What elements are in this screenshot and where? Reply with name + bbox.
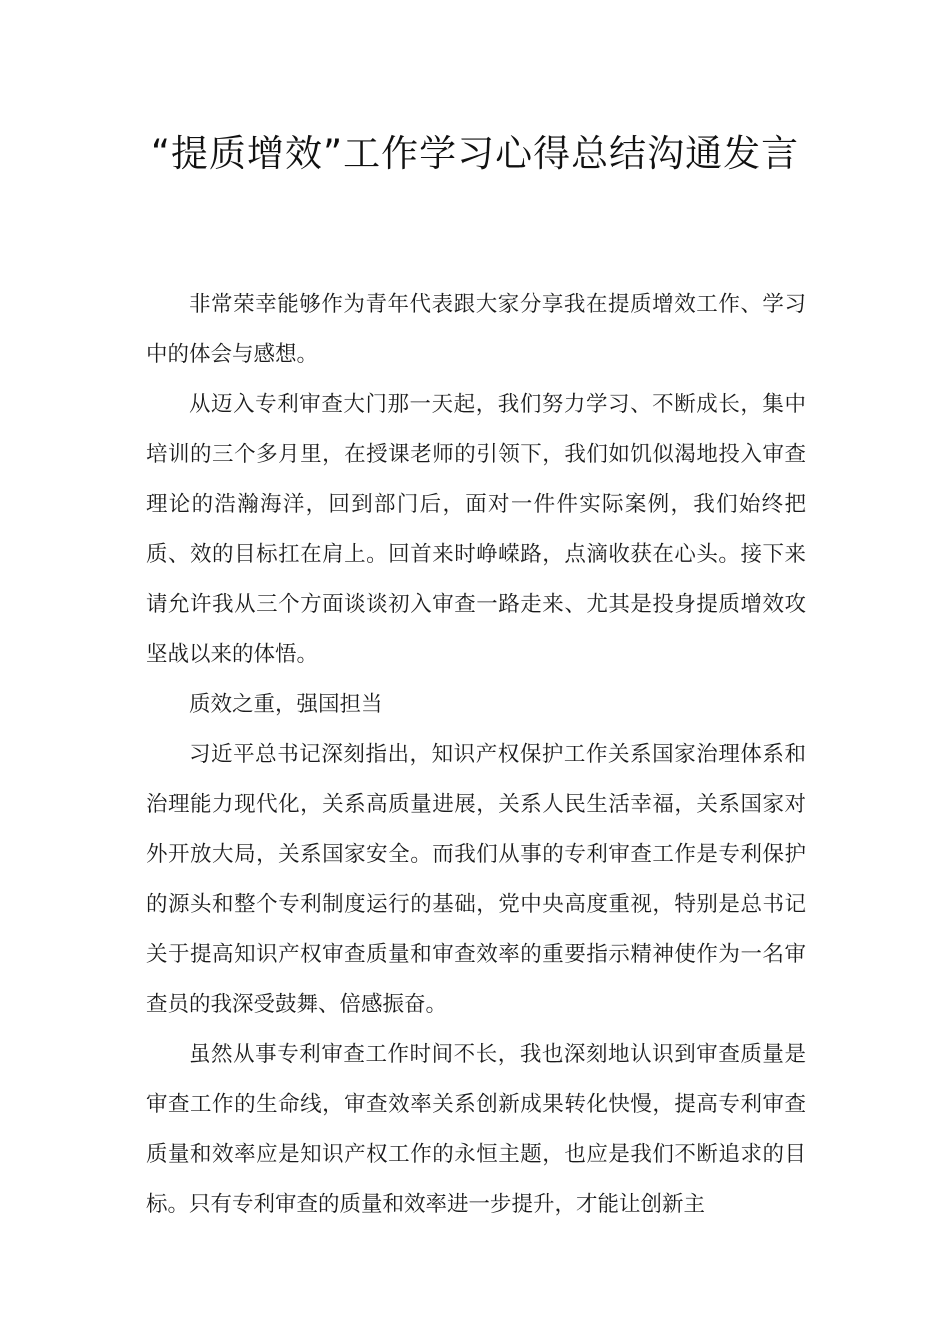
paragraph-intro: 非常荣幸能够作为青年代表跟大家分享我在提质增效工作、学习中的体会与感想。 [146, 292, 806, 367]
section-heading: 质效之重，强国担当 [189, 692, 383, 717]
paragraph-quality: 虽然从事专利审查工作时间不长，我也深刻地认识到审查质量是审查工作的生命线，审查效率关系创新成果转化快慢，提高专利审查质量和效率应是知识产权工作的永恒主题，也应是我们不断追求的目标。只有专利审查的质量和效率进一步提升，才能让创新主 [146, 1042, 806, 1217]
document-title: “提质增效”工作学习心得总结沟通发言 [150, 132, 800, 175]
paragraph-quote: 习近平总书记深刻指出，知识产权保护工作关系国家治理体系和治理能力现代化，关系高质量进展，关系人民生活幸福，关系国家对外开放大局，关系国家安全。而我们从事的专利审查工作是专利保护的源头和整个专利制度运行的基础，党中央高度重视，特别是总书记关于提高知识产权审查质量和审查效率的重要指示精神使作为一名审查员的我深受鼓舞、倍感振奋。 [146, 742, 806, 1017]
paragraph-journey: 从迈入专利审查大门那一天起，我们努力学习、不断成长，集中培训的三个多月里，在授课老师的引领下，我们如饥似渴地投入审查理论的浩瀚海洋，回到部门后，面对一件件实际案例，我们始终把质、效的目标扛在肩上。回首来时峥嵘路，点滴收获在心头。接下来请允许我从三个方面谈谈初入审查一路走来、尤其是投身提质增效攻坚战以来的体悟。 [146, 392, 806, 667]
document-body [146, 280, 806, 1230]
